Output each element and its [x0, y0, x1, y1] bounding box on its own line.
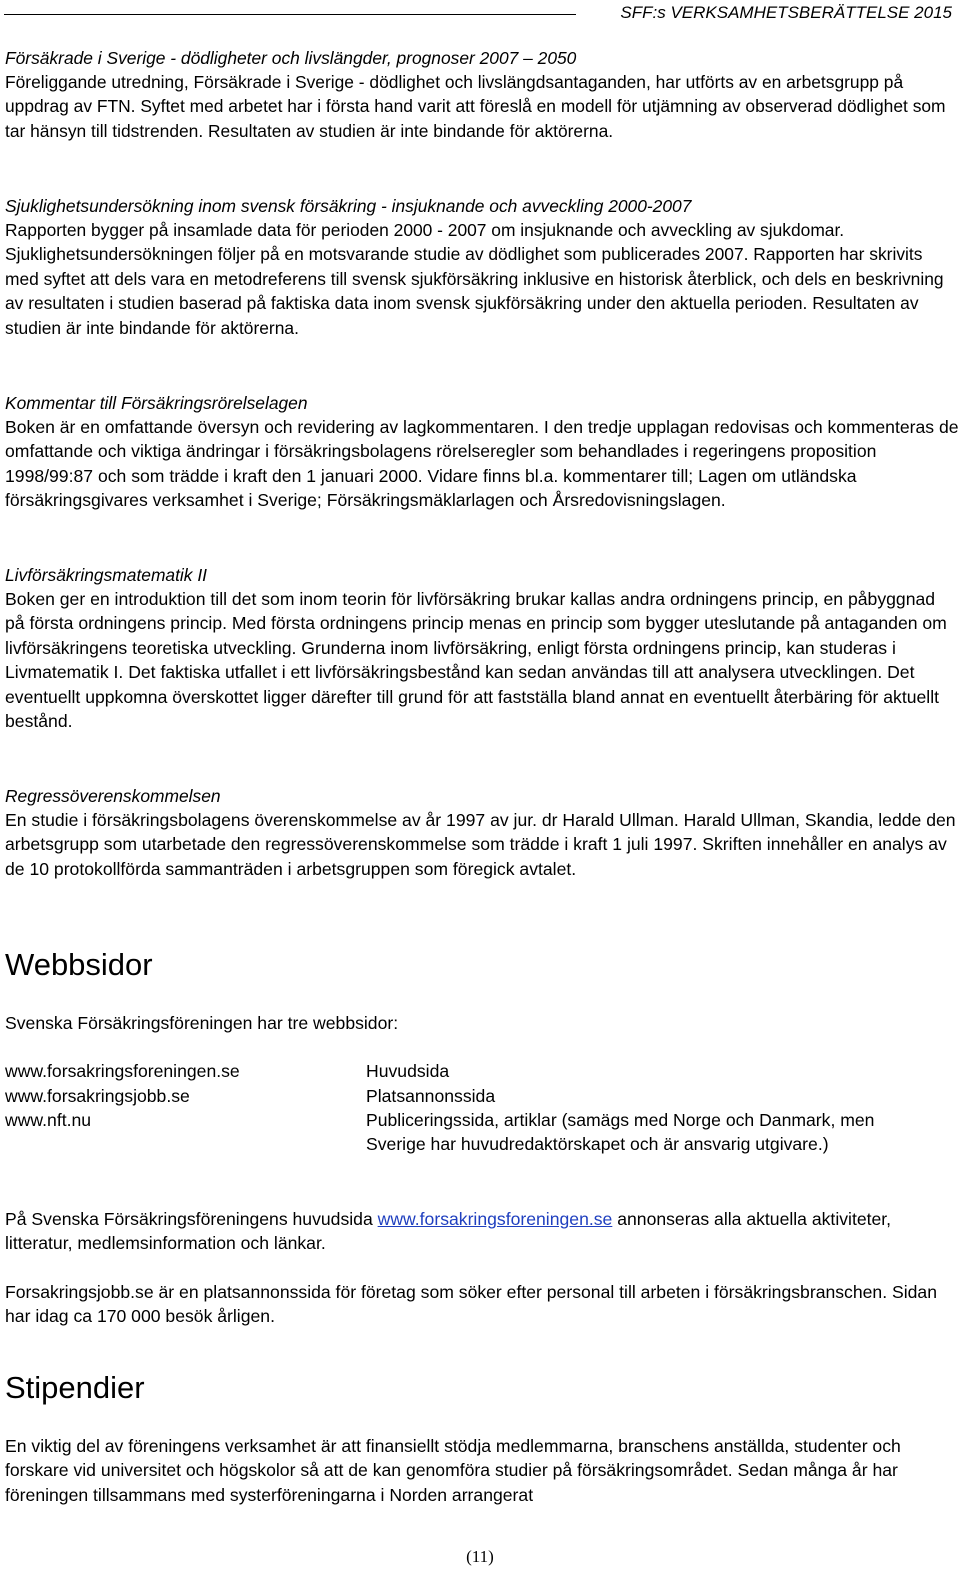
section-title-kommentar: Kommentar till Försäkringsrörelselagen: [5, 393, 308, 413]
section-body-dodlighet: Föreliggande utredning, Försäkrade i Sverige - dödlighet och livslängdsantaganden, har utförts av en arbetsgrupp på uppdrag av FTN. Syftet med arbetet har i första hand varit att föreslå en modell för utjämning av observerad dödlighet som tar hänsyn till tidstrenden. Resultaten av studien är inte bindande för aktörerna.: [5, 72, 946, 141]
section-body-kommentar: Boken är en omfattande översyn och revidering av lagkommentaren. I den tredje upplagan redovisas och kommenteras de omfattande och viktiga ändringar i försäkringsbolagens rörelseregler som behandlades i regeringens proposition 1998/99:87 och som trädde i kraft den 1 januari 2000. Vidare finns bl.a. kommentarer till; Lagen om utländska försäkringsgivares verksamhet i Sverige; Försäkringsmäklarlagen och Årsredovisningslagen.: [5, 417, 959, 511]
section-title-livmatematik: Livförsäkringsmatematik II: [5, 565, 207, 585]
site-desc: Publiceringssida, artiklar (samägs med Norge och Danmark, men Sverige har huvudredaktörskapet och är ansvarig utgivare.): [366, 1110, 875, 1155]
para-text: annonseras alla aktuella aktiviteter, litteratur, medlemsinformation och länkar.: [5, 1209, 892, 1254]
header-rule: [4, 14, 576, 15]
section-title-sjuklighet: Sjuklighetsundersökning inom svensk försäkring - insjuknande och avveckling 2000-2007: [5, 196, 692, 216]
site-url: www.forsakringsjobb.se: [5, 1086, 190, 1106]
webbsidor-para-huvudsida: [5, 1207, 959, 1256]
site-url: www.nft.nu: [5, 1110, 92, 1130]
section-body-sjuklighet: Rapporten bygger på insamlade data för perioden 2000 - 2007 om insjuknande och avveckling av sjukdomar. Sjuklighetsundersökningen följer på en motsvarande studie av dödlighet som publicerades 2007. Rapporten har skrivits med syftet att dels vara en metodreferens till svensk sjukförsäkring inklusive en historisk återblick, och dels en beskrivning av resultaten i studien baserad på faktiska data inom svensk sjukförsäkring under den aktuella perioden. Resultaten av studien är inte bindande för aktörerna.: [5, 220, 944, 338]
webbsidor-intro: Svenska Försäkringsföreningen har tre webbsidor:: [5, 1013, 399, 1033]
webbsidor-para-jobb: Forsakringsjobb.se är en platsannonssida för företag som söker efter personal till arbeten i försäkringsbranschen. Sidan har idag ca 170 000 besök årligen.: [5, 1282, 937, 1327]
section-title-regress: Regressöverenskommelsen: [5, 786, 221, 806]
section-body-regress: En studie i försäkringsbolagens överenskommelse av år 1997 av jur. dr Harald Ullman. Harald Ullman, Skandia, ledde den arbetsgrupp som utarbetade den regressöverenskommelse som trädde i kraft 1 juli 1997. Skriften innehåller en analys av de 10 protokollförda sammanträden i arbetsgruppen som föregick avtalet.: [5, 810, 956, 879]
site-desc: Platsannonssida: [366, 1086, 496, 1106]
page-number: (11): [466, 1547, 494, 1566]
heading-webbsidor: Webbsidor: [5, 947, 153, 982]
site-url: www.forsakringsforeningen.se: [5, 1061, 240, 1081]
section-body-livmatematik: Boken ger en introduktion till det som inom teorin för livförsäkring brukar kallas andra ordningens princip, en påbyggnad på första ordningens princip. Med första ordningens princip menas en princip som bygger uteslutande på antaganden om livförsäkringens teoretiska utveckling. Grunderna inom livförsäkring, enligt första ordningens princip, kan studeras i Livmatematik I. Det faktiska utfallet i ett livförsäkringsbestånd kan sedan användas till att analysera utvecklingen. Det eventuellt uppkomna överskottet ligger därefter till grund för att fastställa bland annat en eventuellt återbäring för aktuellt bestånd.: [5, 589, 947, 732]
stipendier-body: En viktig del av föreningens verksamhet är att finansiellt stödja medlemmarna, branschens anställda, studenter och forskare vid universitet och högskolor så att de kan genomföra studier på försäkringsområdet. Sedan många år har föreningen tillsammans med systerföreningarna i Norden arrangerat: [5, 1436, 901, 1505]
page-header: [0, 0, 960, 30]
para-text: På Svenska Försäkringsföreningens huvudsida: [5, 1209, 378, 1229]
header-title: SFF:s VERKSAMHETSBERÄTTELSE 2015: [620, 3, 952, 22]
heading-stipendier: Stipendier: [5, 1370, 145, 1405]
site-desc: Huvudsida: [366, 1061, 450, 1081]
link-forsakringsforeningen[interactable]: www.forsakringsforeningen.se: [377, 1209, 613, 1229]
section-title-dodlighet: Försäkrade i Sverige - dödligheter och livslängder, prognoser 2007 – 2050: [5, 48, 577, 68]
